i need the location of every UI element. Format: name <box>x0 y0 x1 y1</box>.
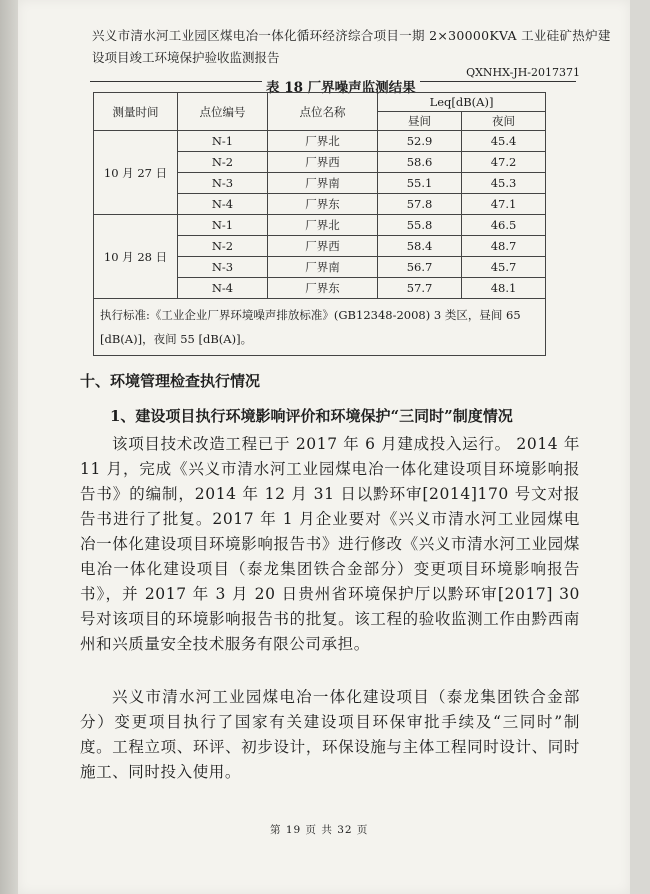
cell-day: 55.1 <box>378 173 462 194</box>
cell-night: 45.3 <box>462 173 546 194</box>
standard-row <box>94 299 546 356</box>
table-header-row <box>94 93 546 112</box>
noise-results-table <box>93 92 546 356</box>
report-header-line1: 兴义市清水河工业园区煤电冶一体化循环经济综合项目一期 2×30000KVA 工业硅矿热炉建 <box>92 28 611 43</box>
table-row <box>94 131 546 152</box>
cell-name: 厂界东 <box>268 194 378 215</box>
cell-day: 57.7 <box>378 278 462 299</box>
cell-night: 46.5 <box>462 215 546 236</box>
table-row <box>94 215 546 236</box>
cell-name: 厂界西 <box>268 236 378 257</box>
cell-night: 47.1 <box>462 194 546 215</box>
col-header-day: 昼间 <box>378 112 462 131</box>
cell-name: 厂界南 <box>268 257 378 278</box>
cell-id: N-3 <box>178 257 268 278</box>
cell-date: 10 月 28 日 <box>94 215 178 299</box>
col-header-point-id: 点位编号 <box>178 93 268 131</box>
cell-day: 56.7 <box>378 257 462 278</box>
cell-name: 厂界北 <box>268 215 378 236</box>
col-header-leq: Leq[dB(A)] <box>378 93 546 112</box>
subsection-title: 1、建设项目执行环境影响评价和环境保护“三同时”制度情况 <box>110 407 513 425</box>
cell-id: N-1 <box>178 131 268 152</box>
cell-id: N-2 <box>178 236 268 257</box>
cell-day: 58.4 <box>378 236 462 257</box>
col-header-time: 测量时间 <box>94 93 178 131</box>
table-title: 表 18 厂界噪声监测结果 <box>262 76 420 96</box>
cell-id: N-4 <box>178 278 268 299</box>
cell-id: N-4 <box>178 194 268 215</box>
binding-edge <box>0 0 18 894</box>
cell-night: 45.7 <box>462 257 546 278</box>
cell-day: 52.9 <box>378 131 462 152</box>
cell-day: 57.8 <box>378 194 462 215</box>
cell-night: 48.7 <box>462 236 546 257</box>
cell-day: 58.6 <box>378 152 462 173</box>
cell-name: 厂界北 <box>268 131 378 152</box>
cell-id: N-2 <box>178 152 268 173</box>
report-code: QXNHX-JH-2017371 <box>466 66 580 79</box>
standard-note: 执行标准:《工业企业厂界环境噪声排放标准》(GB12348-2008) 3 类区，昼间 65 [dB(A)]，夜间 55 [dB(A)]。 <box>94 299 546 356</box>
cell-name: 厂界东 <box>268 278 378 299</box>
cell-name: 厂界西 <box>268 152 378 173</box>
report-header-line2: 设项目竣工环境保护验收监测报告 <box>92 50 280 65</box>
cell-id: N-3 <box>178 173 268 194</box>
col-header-point-name: 点位名称 <box>268 93 378 131</box>
paragraph-2: 兴义市清水河工业园煤电冶一体化建设项目（泰龙集团铁合金部分）变更项目执行了国家有关建设项目环保审批手续及“三同时”制度。工程立项、环评、初步设计，环保设施与主体工程同时设计、同时施工、同时投入使用。 <box>80 688 580 781</box>
cell-night: 48.1 <box>462 278 546 299</box>
cell-day: 55.8 <box>378 215 462 236</box>
cell-id: N-1 <box>178 215 268 236</box>
cell-night: 47.2 <box>462 152 546 173</box>
paragraph-1: 该项目技术改造工程已于 2017 年 6 月建成投入运行。 2014 年 11 月，完成《兴义市清水河工业园煤电冶一体化建设项目环境影响报告书》的编制，2014 年 12 月 31 日以黔环审[2014]170 号文对报告书进行了批复。2017 年 1 月企业要对《兴义市清水河工业园煤电冶一体化建设项目环境影响报告书》进行修改《兴义市清水河工业园煤电冶一体化建设项目（泰龙集团铁合金部分）变更项目环境影响报告书》，并 2017 年 3 月 20 日贵州省环境保护厅以黔环审[2017] 30 号对该项目的环境影响报告书的批复。该工程的验收监测工作由黔西南州和兴质量安全技术服务有限公司承担。 <box>80 435 580 653</box>
cell-date: 10 月 27 日 <box>94 131 178 215</box>
page-footer: 第 19 页 共 32 页 <box>270 824 369 836</box>
section-title: 十、环境管理检查执行情况 <box>80 372 261 390</box>
col-header-night: 夜间 <box>462 112 546 131</box>
cell-night: 45.4 <box>462 131 546 152</box>
cell-name: 厂界南 <box>268 173 378 194</box>
